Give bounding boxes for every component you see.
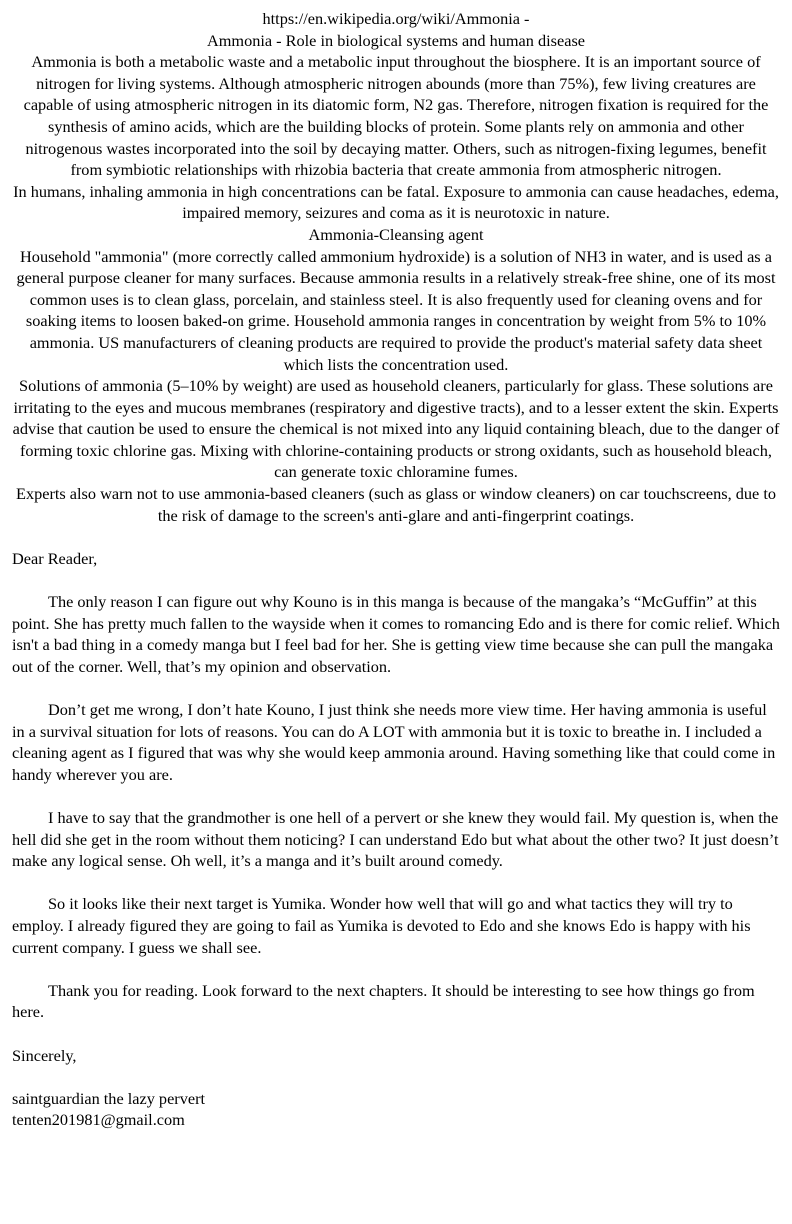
- letter-paragraph: Thank you for reading. Look forward to the next chapters. It should be interesting to see how things go from here.: [12, 980, 755, 1022]
- closing: Sincerely,: [12, 1045, 77, 1065]
- source-url: https://en.wikipedia.org/wiki/Ammonia -: [262, 9, 530, 28]
- section-title: Ammonia - Role in biological systems and human disease: [206, 30, 586, 50]
- reference-section: [0, 8, 792, 526]
- document-page: [0, 8, 792, 1131]
- cleansing-paragraph: Household "ammonia" (more correctly called ammonium hydroxide) is a solution of NH3 in water, and is used as a general purpose cleaner for many surfaces. Because ammonia results in a relatively streak-free shine, one of its most common uses is to clean glass, porcelain, and stainless steel. It is also frequently used for cleaning ovens and for soaking items to loosen baked-on grime. Household ammonia ranges in concentration by weight from 5% to 10% ammonia. US manufacturers of cleaning products are required to provide the product's material safety data sheet which lists the concentration used.: [16, 246, 776, 374]
- author-name: saintguardian the lazy pervert: [12, 1088, 206, 1108]
- letter-paragraph: Don’t get me wrong, I don’t hate Kouno, I just think she needs more view time. Her having ammonia is useful in a survival situation for lots of reasons. You can do A LOT with ammonia but it is toxic to breathe in. I included a cleaning agent as I figured that was why she would keep ammonia around. Having something like that could come in handy wherever you are.: [12, 700, 776, 784]
- letter-paragraph: The only reason I can figure out why Kouno is in this manga is because of the mangaka’s “McGuffin” at this point. She has pretty much fallen to the wayside when it comes to romancing Edo and is there for comic relief. Which isn't a bad thing in a comedy manga but I feel bad for her. She is getting view time because she can pull the mangaka out of the corner. Well, that’s my opinion and observation.: [12, 592, 780, 676]
- reference-paragraph: Ammonia is both a metabolic waste and a metabolic input throughout the biosphere. It is an important source of nitrogen for living systems. Although atmospheric nitrogen abounds (more than 75%), few living creatures are capable of using atmospheric nitrogen in its diatomic form, N2 gas. Therefore, nitrogen fixation is required for the synthesis of amino acids, which are the building blocks of protein. Some plants rely on ammonia and other nitrogenous wastes incorporated into the soil by decaying matter. Others, such as nitrogen-fixing legumes, benefit from symbiotic relationships with rhizobia bacteria that create ammonia from atmospheric nitrogen.: [23, 52, 769, 180]
- letter-section: [0, 548, 792, 1131]
- cleansing-paragraph: Experts also warn not to use ammonia-based cleaners (such as glass or window cleaners) on car touchscreens, due to the risk of damage to the screen's anti-glare and anti-fingerprint coatings.: [16, 484, 776, 525]
- greeting: Dear Reader,: [12, 548, 98, 568]
- author-email: tenten201981@gmail.com: [12, 1110, 185, 1130]
- letter-paragraph: I have to say that the grandmother is one hell of a pervert or she knew they would fail. My question is, when the hell did she get in the room without them noticing? I can understand Edo but what about the other two? It just doesn’t make any logical sense. Oh well, it’s a manga and it’s built around comedy.: [12, 807, 779, 871]
- letter-paragraph: So it looks like their next target is Yumika. Wonder how well that will go and what tactics they will try to employ. I already figured they are going to fail as Yumika is devoted to Edo and she knows Edo is happy with his current company. I guess we shall see.: [12, 894, 751, 957]
- cleansing-paragraph: Solutions of ammonia (5–10% by weight) are used as household cleaners, particularly for glass. These solutions are irritating to the eyes and mucous membranes (respiratory and digestive tracts), and to a lesser extent the skin. Experts advise that caution be used to ensure the chemical is not mixed into any liquid containing bleach, due to the danger of forming toxic chlorine gas. Mixing with chlorine-containing products or strong oxidants, such as household bleach, can generate toxic chloramine fumes.: [12, 376, 780, 482]
- reference-paragraph: In humans, inhaling ammonia in high concentrations can be fatal. Exposure to ammonia can cause headaches, edema, impaired memory, seizures and coma as it is neurotoxic in nature.: [13, 181, 779, 223]
- subheading: Ammonia-Cleansing agent: [308, 224, 484, 244]
